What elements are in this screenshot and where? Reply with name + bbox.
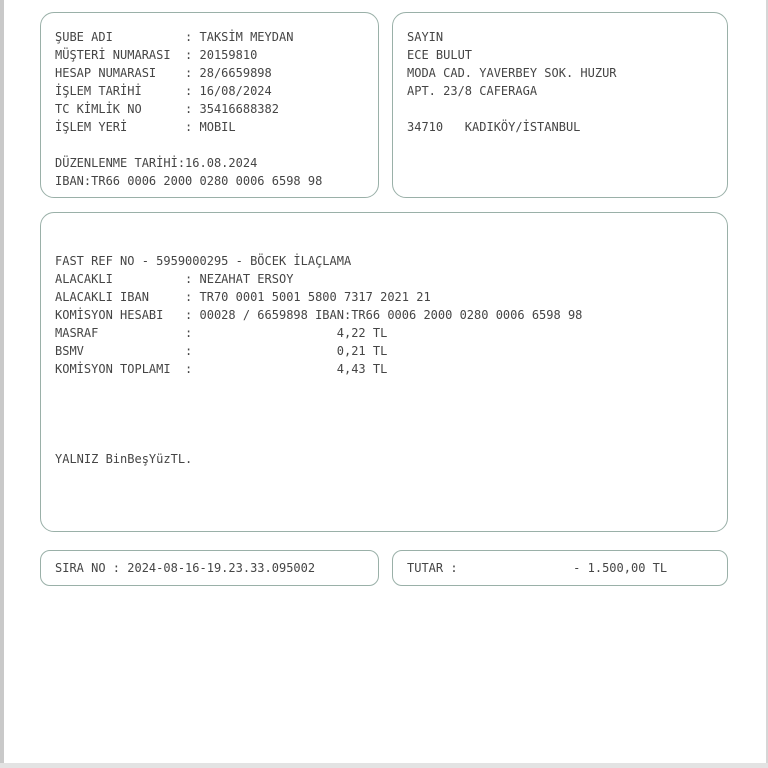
text-line: 34710 KADIKÖY/İSTANBUL [407, 120, 581, 134]
text-line: TUTAR : - 1.500,00 TL [407, 561, 668, 575]
text-line [55, 396, 727, 414]
text-line: ŞUBE ADI : TAKSİM MEYDAN [55, 30, 294, 44]
text-line: MODA CAD. YAVERBEY SOK. HUZUR [407, 66, 617, 80]
text-line: KOMİSYON TOPLAMI : 4,43 TL [55, 362, 388, 376]
text-line: KOMİSYON HESABI : 00028 / 6659898 IBAN:TR66 0006 2000 0280 0006 6598 98 [55, 308, 583, 322]
text-line: YALNIZ BinBeşYüzTL. [55, 452, 193, 466]
text-line: IBAN:TR66 0006 2000 0280 0006 6598 98 [55, 174, 323, 188]
text-line [55, 136, 378, 154]
text-line: SIRA NO : 2024-08-16-19.23.33.095002 [55, 561, 316, 575]
text-line: ALACAKLI : NEZAHAT ERSOY [55, 272, 294, 286]
sequence-number-box [40, 550, 379, 586]
amount-box [392, 550, 728, 586]
text-line: FAST REF NO - 5959000295 - BÖCEK İLAÇLAMA [55, 254, 352, 268]
page-left-edge [0, 0, 4, 768]
text-line [55, 432, 727, 450]
text-line: HESAP NUMARASI : 28/6659898 [55, 66, 272, 80]
text-line: BSMV : 0,21 TL [55, 344, 388, 358]
text-line [55, 414, 727, 432]
page-bottom-edge [0, 763, 768, 768]
text-line: TC KİMLİK NO : 35416688382 [55, 102, 279, 116]
transaction-details-box [40, 212, 728, 532]
text-line: MÜŞTERİ NUMARASI : 20159810 [55, 48, 258, 62]
text-line: SAYIN [407, 30, 444, 44]
text-line [407, 100, 727, 118]
text-line: İŞLEM YERİ : MOBIL [55, 120, 236, 134]
branch-info-box [40, 12, 379, 198]
text-line: MASRAF : 4,22 TL [55, 326, 388, 340]
text-line: İŞLEM TARİHİ : 16/08/2024 [55, 84, 272, 98]
text-line: APT. 23/8 CAFERAGA [407, 84, 538, 98]
text-line: ALACAKLI IBAN : TR70 0001 5001 5800 7317 2021 21 [55, 290, 431, 304]
text-line [55, 378, 727, 396]
text-line: ECE BULUT [407, 48, 473, 62]
recipient-address-box [392, 12, 728, 198]
text-line: DÜZENLENME TARİHİ:16.08.2024 [55, 156, 258, 170]
